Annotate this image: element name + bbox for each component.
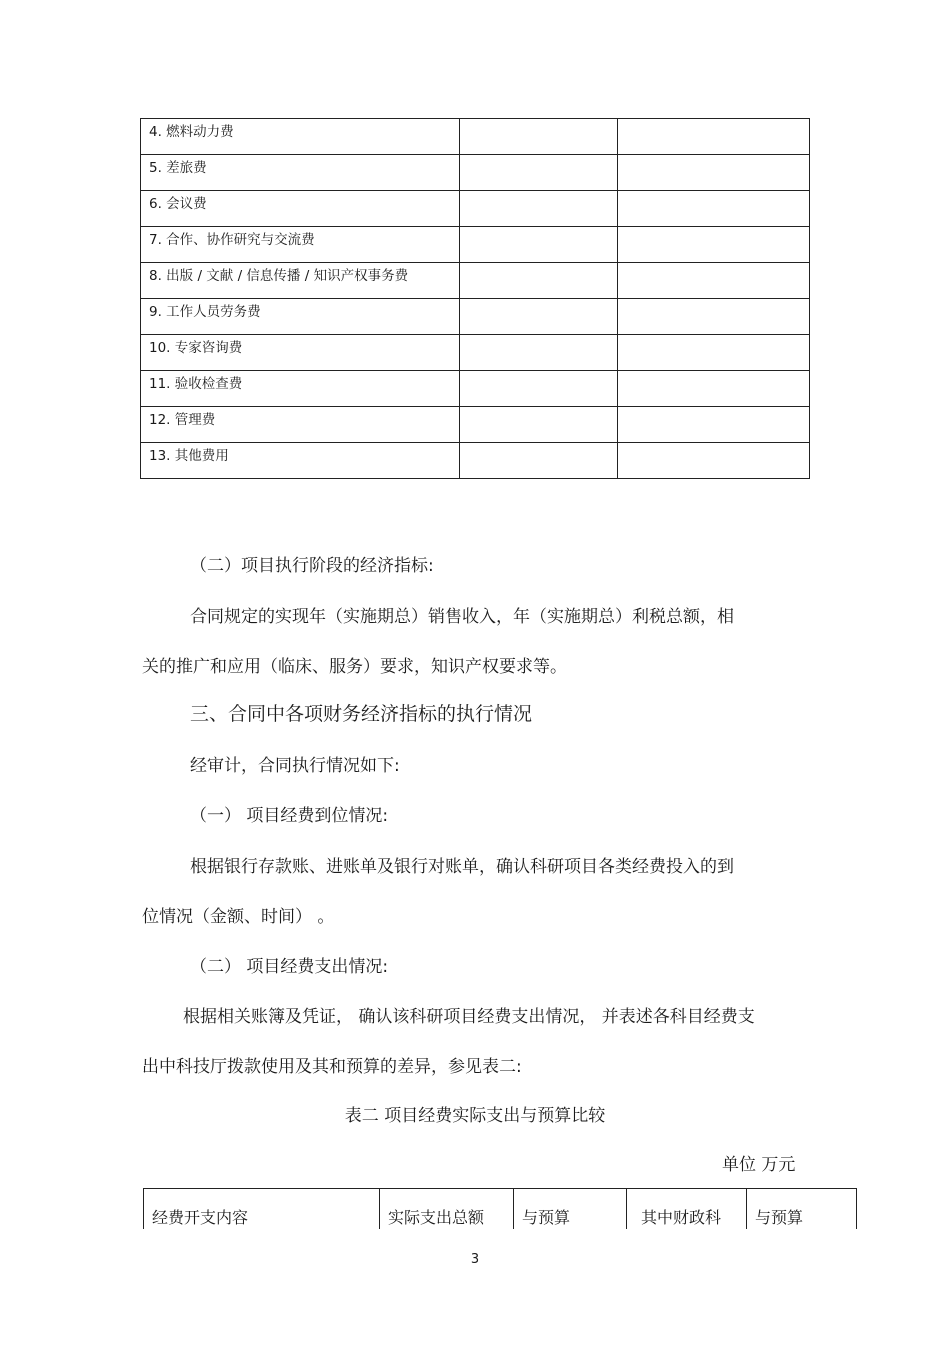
table-cell (460, 227, 618, 263)
table-cell (618, 119, 810, 155)
paragraph-line: 关的推广和应用（临床、服务）要求，知识产权要求等。 (142, 657, 567, 677)
subsection-heading: （一） 项目经费到位情况: (190, 806, 389, 826)
table-row (141, 119, 810, 155)
table-cell (618, 407, 810, 443)
table-row (141, 227, 810, 263)
table-header-cell: 其中财政科 (627, 1189, 747, 1229)
table-cell (460, 335, 618, 371)
expense-table-continued (140, 118, 810, 479)
table-cell-item: 9. 工作人员劳务费 (141, 299, 460, 335)
table-cell (618, 263, 810, 299)
table-header-cell: 实际支出总额 (380, 1189, 514, 1229)
table-header-cell: 经费开支内容 (144, 1189, 380, 1229)
table-cell (618, 335, 810, 371)
table-cell (460, 119, 618, 155)
table-row (141, 443, 810, 479)
table-row (141, 335, 810, 371)
paragraph-line: 根据相关账簿及凭证， 确认该科研项目经费支出情况， 并表述各科目经费支 (183, 1007, 755, 1027)
table-cell-item: 11. 验收检查费 (141, 371, 460, 407)
table-row (141, 299, 810, 335)
table-row (141, 191, 810, 227)
table-cell-item: 12. 管理费 (141, 407, 460, 443)
table-cell-item: 8. 出版 / 文献 / 信息传播 / 知识产权事务费 (141, 263, 460, 299)
table-row (141, 263, 810, 299)
paragraph-line: 根据银行存款账、进账单及银行对账单，确认科研项目各类经费投入的到 (190, 857, 734, 877)
table-cell (460, 299, 618, 335)
table-row (141, 407, 810, 443)
budget-comparison-table (143, 1188, 857, 1229)
table-cell-item: 13. 其他费用 (141, 443, 460, 479)
table-cell-item: 5. 差旅费 (141, 155, 460, 191)
subsection-heading: （二） 项目经费支出情况: (190, 957, 389, 977)
paragraph-line: 位情况（金额、时间） 。 (142, 907, 335, 927)
section-3-heading: 三、合同中各项财务经济指标的执行情况 (190, 703, 533, 725)
paragraph-line: 合同规定的实现年（实施期总）销售收入，年（实施期总）利税总额，相 (190, 607, 734, 627)
table-cell (618, 227, 810, 263)
table-cell (618, 443, 810, 479)
table-cell (460, 263, 618, 299)
table-cell (460, 155, 618, 191)
table-cell (618, 299, 810, 335)
paragraph-line: 出中科技厅拨款使用及其和预算的差异，参见表二: (142, 1057, 522, 1077)
table-cell-item: 7. 合作、协作研究与交流费 (141, 227, 460, 263)
section-2-heading: （二）项目执行阶段的经济指标: (190, 556, 434, 576)
table-cell (460, 371, 618, 407)
table-cell (460, 407, 618, 443)
table-cell-item: 6. 会议费 (141, 191, 460, 227)
table-title: 表二 项目经费实际支出与预算比较 (344, 1106, 606, 1126)
unit-label: 单位 万元 (722, 1155, 796, 1175)
table-cell-item: 4. 燃料动力费 (141, 119, 460, 155)
table-header-row (144, 1189, 857, 1229)
table-cell (618, 155, 810, 191)
table-cell (460, 443, 618, 479)
table-header-cell: 与预算 (514, 1189, 627, 1229)
table-cell (460, 191, 618, 227)
paragraph-line: 经审计，合同执行情况如下: (190, 756, 400, 776)
table-cell (618, 191, 810, 227)
table-row (141, 371, 810, 407)
table-cell (618, 371, 810, 407)
page-number: 3 (470, 1252, 480, 1267)
table-header-cell: 与预算 (747, 1189, 857, 1229)
table-row (141, 155, 810, 191)
table-cell-item: 10. 专家咨询费 (141, 335, 460, 371)
